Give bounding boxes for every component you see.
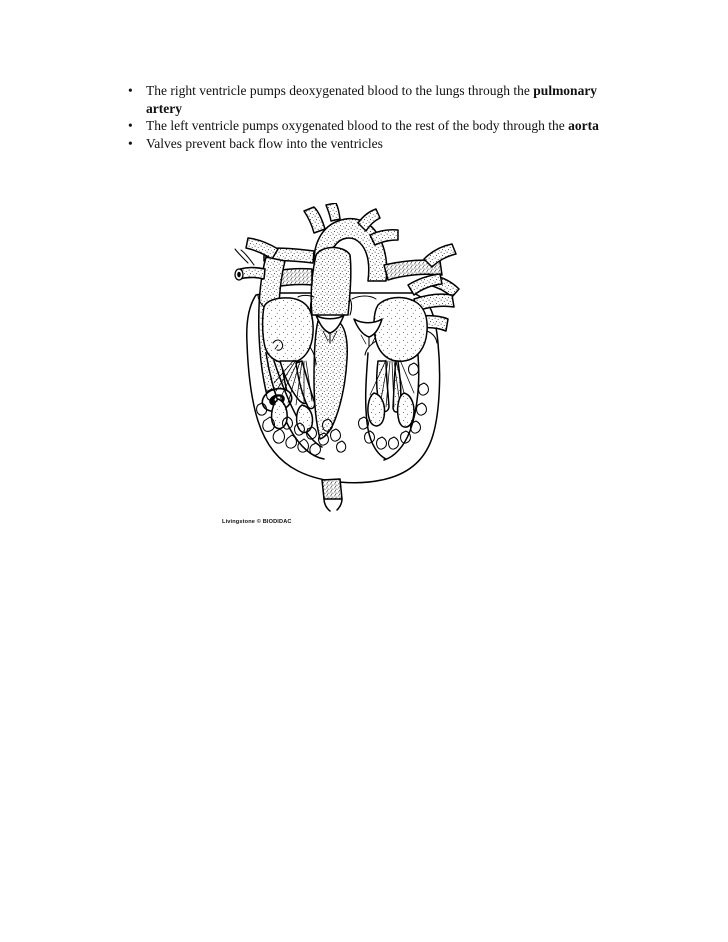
heart-diagram-figure <box>218 203 468 543</box>
list-item <box>128 135 608 153</box>
figure-credit: Livingstone © BIODIDAC <box>222 519 292 525</box>
list-item <box>128 117 608 135</box>
list-item-text-lead: The right ventricle pumps deoxygenated blood to the lungs through the <box>146 83 534 98</box>
list-item-text-lead: Valves prevent back flow into the ventricles <box>146 135 383 151</box>
list-item <box>128 82 608 117</box>
bullet-marker-icon: • <box>128 118 133 133</box>
bullet-marker-icon: • <box>128 135 133 151</box>
list-item-text <box>146 83 597 116</box>
list-item-text-lead: The left ventricle pumps oxygenated blood to the rest of the body through the <box>146 118 569 133</box>
list-item-text <box>146 136 383 151</box>
bullet-marker-icon: • <box>128 83 133 98</box>
list-item-text-emphasis: aorta <box>568 118 599 133</box>
list-item-text-emphasis: pulmonary artery <box>146 83 598 116</box>
bullet-list <box>128 82 608 152</box>
heart-cross-section-illustration <box>218 203 468 513</box>
list-item-text <box>146 118 599 133</box>
